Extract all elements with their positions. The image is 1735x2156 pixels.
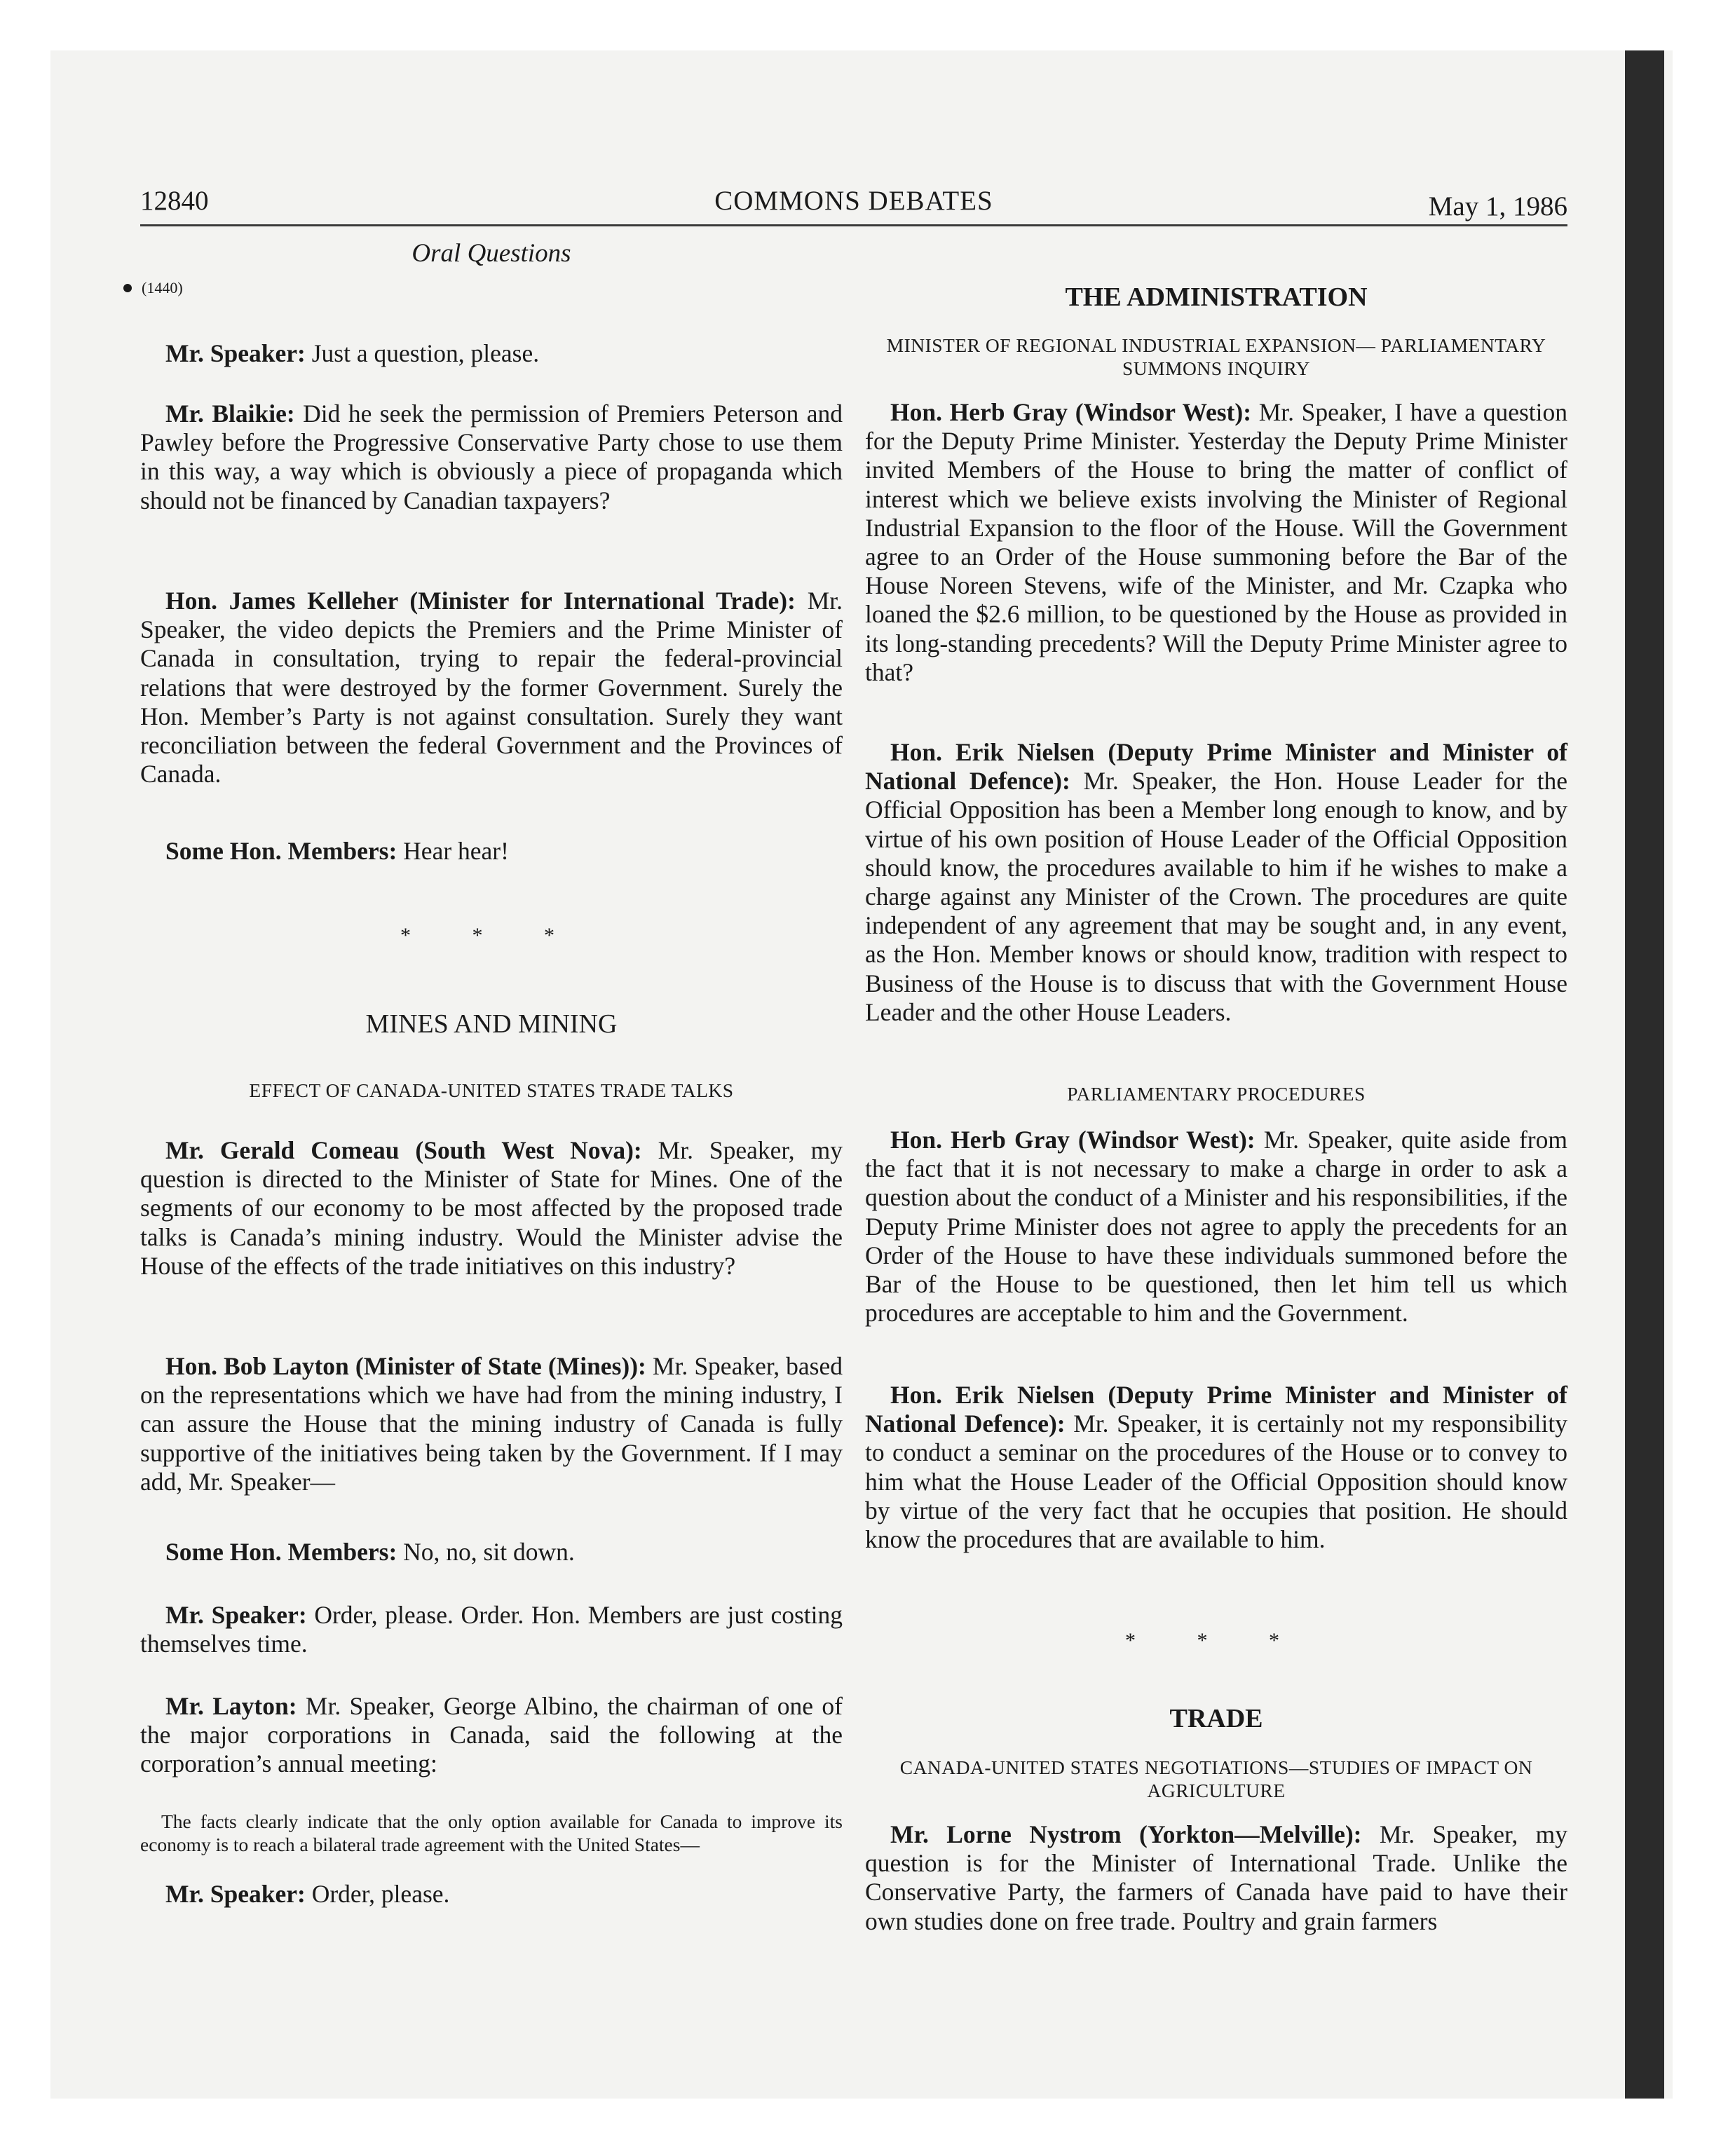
speech-paragraph <box>140 1601 843 1658</box>
bullet-icon <box>123 284 132 292</box>
speech-paragraph <box>140 1692 843 1779</box>
speaker-name: Mr. Lorne Nystrom (Yorkton—Melville): <box>890 1820 1362 1848</box>
speech-text: Mr. Speaker, quite aside from the fact that it is not necessary to make a charge in order to ask a question about the conduct of a Minister and his responsibilities, if the Deputy Prime Minister does not agree to apply the precedents for an Order of the House to have these individuals summoned before the Bar of the House to be questioned, then let him tell us which procedures are acceptable to him and the Government. <box>865 1126 1567 1328</box>
speaker-name: Mr. Speaker: <box>165 339 306 367</box>
speech-paragraph <box>865 1126 1567 1328</box>
time-stamp-text: (1440) <box>142 279 183 296</box>
topic-subheading: MINISTER OF REGIONAL INDUSTRIAL EXPANSION— PARLIAMENTARY SUMMONS INQUIRY <box>886 334 1546 379</box>
speech-paragraph <box>140 1880 843 1909</box>
speech-paragraph <box>140 1136 843 1281</box>
speech-text: Order, please. <box>305 1880 450 1908</box>
speech-paragraph <box>140 1538 843 1567</box>
speech-text: Just a question, please. <box>305 339 540 367</box>
speech-text: Mr. Speaker, the Hon. House Leader for the Official Opposition has been a Member long enough to know, and by virtue of his own position of House Leader of the Official Opposition should know, the procedures available to him if he wishes to make a charge against any Minister of the Crown. The procedures are quite independent of any agreement that may be sought and, in any event, as the Hon. Member knows or should know, tradition with respect to Business of the House is to discuss that with the Government House Leader and the other House Leaders. <box>865 767 1567 1026</box>
speaker-name: Mr. Speaker: <box>165 1880 306 1908</box>
speech-paragraph <box>140 339 843 368</box>
speech-text: Order, please. Order. Hon. Members are just costing themselves time. <box>140 1601 843 1658</box>
speaker-name: Hon. Erik Nielsen (Deputy Prime Minister and Minister of National Defence): <box>865 738 1567 796</box>
topic-subheading: EFFECT OF CANADA-UNITED STATES TRADE TALKS <box>249 1079 734 1101</box>
speaker-name: Some Hon. Members: <box>165 837 397 865</box>
publication-title: COMMONS DEBATES <box>714 186 993 216</box>
topic-subheading: PARLIAMENTARY PROCEDURES <box>1067 1083 1366 1105</box>
section-label: Oral Questions <box>411 239 571 268</box>
page-number: 12840 <box>140 186 209 216</box>
speech-text: Mr. Speaker, it is certainly not my responsibility to conduct a seminar on the procedures of the House or to convey to him what the House Leader of the Official Opposition should know by virtue of the very fact that he occupies that position. He should know the procedures that are available to him. <box>865 1410 1567 1554</box>
speech-text: Mr. Speaker, my question is for the Minister of International Trade. Unlike the Conservative Party, the farmers of Canada have paid to have their own studies done on free trade. Poultry and grain farmers <box>865 1820 1567 1935</box>
section-separator: * * * <box>400 924 583 947</box>
speech-text: Mr. Speaker, based on the representations which we have had from the mining industry, I can assure the House that the mining industry of Canada is fully supportive of the initiatives being taken by the Government. If I may add, Mr. Speaker— <box>140 1352 843 1496</box>
speaker-name: Hon. James Kelleher (Minister for International Trade): <box>165 587 796 615</box>
speech-text: Mr. Speaker, I have a question for the Deputy Prime Minister. Yesterday the Deputy Prime Minister invited Members of the House to bring the matter of conflict of interest which we believe exists involving the Minister of Regional Industrial Expansion to the floor of the House. Will the Government agree to an Order of the House summoning before the Bar of the House Noreen Stevens, wife of the Minister, and Mr. Czapka who loaned the $2.6 million, to be questioned by the House as provided in its long-standing precedents? Will the Deputy Prime Minister agree to that? <box>865 398 1567 686</box>
topic-heading: MINES AND MINING <box>365 1009 618 1039</box>
speech-text: Mr. Speaker, George Albino, the chairman of one of the major corporations in Canada, said the following at the corporation’s annual meeting: <box>140 1692 843 1778</box>
speaker-name: Mr. Gerald Comeau (South West Nova): <box>165 1136 642 1164</box>
speech-text: Mr. Speaker, my question is directed to the Minister of State for Mines. One of the segments of our economy to be most affected by the proposed trade talks is Canada’s mining industry. Would the Minister advise the House of the effects of the trade initiatives on this industry? <box>140 1136 843 1280</box>
section-separator: * * * <box>1125 1629 1307 1652</box>
speaker-name: Some Hon. Members: <box>165 1538 397 1566</box>
speaker-name: Hon. Herb Gray (Windsor West): <box>890 1126 1256 1154</box>
speech-paragraph <box>140 837 843 866</box>
publication-date: May 1, 1986 <box>1428 191 1567 221</box>
speaker-name: Hon. Bob Layton (Minister of State (Mines)): <box>165 1352 646 1380</box>
time-stamp <box>123 279 183 297</box>
topic-heading: TRADE <box>1169 1704 1263 1733</box>
speech-text: Hear hear! <box>397 837 509 865</box>
speech-paragraph <box>865 1820 1567 1936</box>
speech-text: Mr. Speaker, the video depicts the Premiers and the Prime Minister of Canada in consultation, trying to repair the federal-provincial relations that were destroyed by the former Government. Surely the Hon. Member’s Party is not against consultation. Surely they want reconciliation between the federal Government and the Provinces of Canada. <box>140 587 843 789</box>
speaker-name: Mr. Blaikie: <box>165 400 295 428</box>
speech-paragraph <box>140 400 843 515</box>
speech-text: Did he seek the permission of Premiers Peterson and Pawley before the Progressive Conservative Party chose to use them in this way, a way which is obviously a piece of propaganda which should not be financed by Canadian taxpayers? <box>140 400 843 514</box>
speaker-name: Mr. Speaker: <box>165 1601 307 1629</box>
speech-paragraph <box>140 1352 843 1496</box>
speech-paragraph <box>865 398 1567 687</box>
speech-paragraph <box>865 1381 1567 1554</box>
speech-paragraph <box>140 587 843 789</box>
speech-paragraph <box>865 738 1567 1027</box>
speech-text: No, no, sit down. <box>397 1538 575 1566</box>
block-quote: The facts clearly indicate that the only option available for Canada to improve its economy is to reach a bilateral trade agreement with the United States— <box>140 1810 843 1855</box>
speaker-name: Hon. Herb Gray (Windsor West): <box>890 398 1252 426</box>
scan-edge-bar <box>1625 50 1664 2099</box>
page-header <box>140 181 1567 226</box>
topic-subheading: CANADA-UNITED STATES NEGOTIATIONS—STUDIES OF IMPACT ON AGRICULTURE <box>899 1756 1533 1801</box>
speaker-name: Hon. Erik Nielsen (Deputy Prime Minister and Minister of National Defence): <box>865 1381 1567 1438</box>
speaker-name: Mr. Layton: <box>165 1692 297 1720</box>
topic-heading: THE ADMINISTRATION <box>1065 282 1368 312</box>
